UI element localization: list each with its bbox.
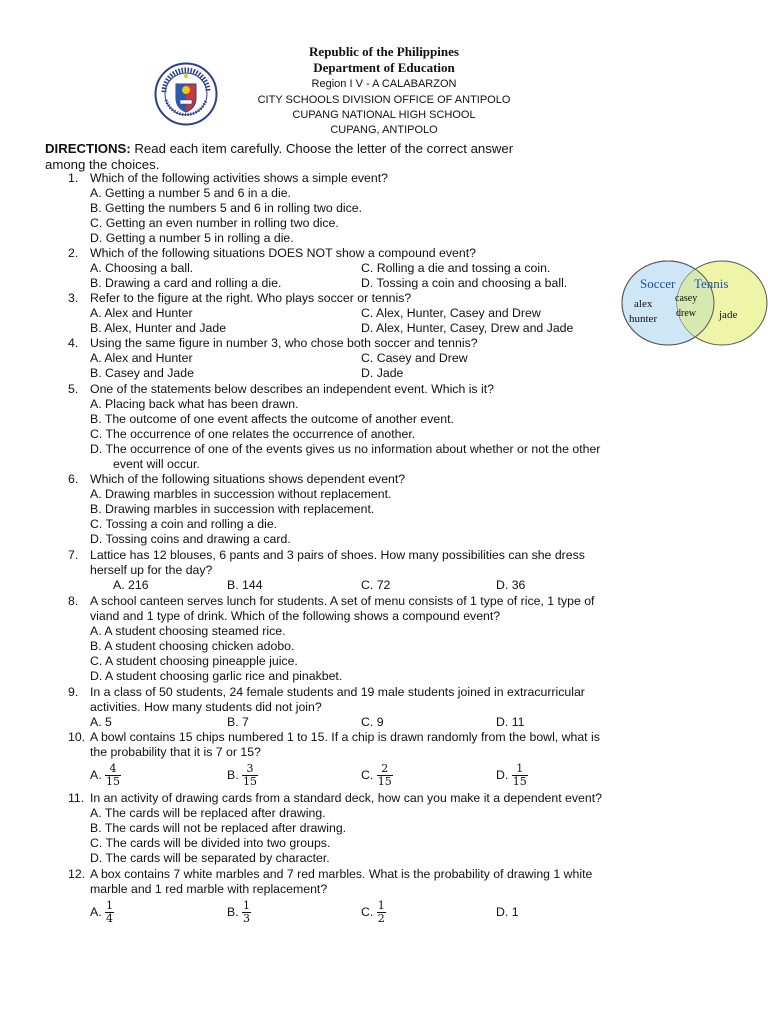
q5-choice-b: B. The outcome of one event affects the outcome of another event. <box>90 412 454 426</box>
q12-number: 12. <box>68 867 86 881</box>
q2-choice-a: A. Choosing a ball. <box>90 261 194 275</box>
q5-choice-c: C. The occurrence of one relates the occurrence of another. <box>90 427 416 441</box>
q8-number: 8. <box>68 594 79 608</box>
directions-text-2: among the choices. <box>45 157 160 172</box>
q2-text: Which of the following situations DOES NOT show a compound event? <box>90 246 476 260</box>
q8-choice-c: C. A student choosing pineapple juice. <box>90 654 298 668</box>
fraction: $\frac{2}{15}$ <box>377 762 392 789</box>
q11-choice-c: C. The cards will be divided into two groups. <box>90 836 331 850</box>
q7-number: 7. <box>68 548 79 562</box>
q9-choice-b: B. 7 <box>227 715 249 729</box>
q6-choice-b: B. Drawing marbles in succession with replacement. <box>90 502 375 516</box>
venn-item-hunter: hunter <box>629 313 658 325</box>
q1-choice-a: A. Getting a number 5 and 6 in a die. <box>90 186 291 200</box>
fraction: $\frac{1}{15}$ <box>512 762 527 789</box>
q11-choice-d: D. The cards will be separated by character. <box>90 851 330 865</box>
q10-choice-d: D. $\frac{1}{15}$ <box>496 762 527 789</box>
q12-choice-b: B. $\frac{1}{3}$ <box>227 899 251 926</box>
q7-choice-a: A. 216 <box>113 578 149 592</box>
q11-choice-b: B. The cards will not be replaced after drawing. <box>90 821 347 835</box>
q5-choice-a: A. Placing back what has been drawn. <box>90 397 299 411</box>
venn-item-drew: drew <box>676 308 696 319</box>
q11-text: In an activity of drawing cards from a standard deck, how can you make it a dependent event? <box>90 791 602 805</box>
q1-text: Which of the following activities shows a simple event? <box>90 171 388 185</box>
q4-text: Using the same figure in number 3, who chose both soccer and tennis? <box>90 336 478 350</box>
q8-choice-b: B. A student choosing chicken adobo. <box>90 639 295 653</box>
q1-choice-b: B. Getting the numbers 5 and 6 in rolling two dice. <box>90 201 363 215</box>
q3-choice-a: A. Alex and Hunter <box>90 306 193 320</box>
header-republic: Republic of the Philippines <box>309 44 459 59</box>
q2-choice-b: B. Drawing a card and rolling a die. <box>90 276 282 290</box>
header-division: CITY SCHOOLS DIVISION OFFICE OF ANTIPOLO <box>257 94 511 106</box>
q9-choice-d: D. 11 <box>496 715 525 729</box>
fraction: $\frac{1}{2}$ <box>377 899 385 926</box>
venn-tennis-label: Tennis <box>694 276 729 291</box>
q6-number: 6. <box>68 472 79 486</box>
q9-text: In a class of 50 students, 24 female students and 19 male students joined in extracurricular <box>90 685 585 699</box>
q10-choice-a: A. $\frac{4}{15}$ <box>90 762 121 789</box>
fraction: $\frac{1}{3}$ <box>243 899 251 926</box>
q12-text: A box contains 7 white marbles and 7 red marbles. What is the probability of drawing 1 white <box>90 867 593 881</box>
q7-choice-d: D. 36 <box>496 578 526 592</box>
header-region: Region I V - A CALABARZON <box>311 78 457 90</box>
q3-text: Refer to the figure at the right. Who plays soccer or tennis? <box>90 291 412 305</box>
q4-choice-d: D. Jade <box>361 366 404 380</box>
directions-text: Read each item carefully. Choose the letter of the correct answer <box>130 141 514 156</box>
q4-choice-b: B. Casey and Jade <box>90 366 194 380</box>
q12-choice-c: C. $\frac{1}{2}$ <box>361 899 385 926</box>
q4-choice-a: A. Alex and Hunter <box>90 351 193 365</box>
q3-choice-c: C. Alex, Hunter, Casey and Drew <box>361 306 541 320</box>
q5-choice-d: D. The occurrence of one of the events gives us no information about whether or not the other <box>90 442 601 456</box>
q9-choice-c: C. 9 <box>361 715 384 729</box>
q8-text-2: viand and 1 type of drink. Which of the following shows a compound event? <box>90 609 501 623</box>
q10-text: A bowl contains 15 chips numbered 1 to 15. If a chip is drawn randomly from the bowl, what is <box>90 730 600 744</box>
q4-number: 4. <box>68 336 79 350</box>
q9-number: 9. <box>68 685 79 699</box>
q12-choice-a: A. $\frac{1}{4}$ <box>90 899 114 926</box>
q3-choice-d: D. Alex, Hunter, Casey, Drew and Jade <box>361 321 574 335</box>
header-department: Department of Education <box>313 60 455 75</box>
q11-choice-a: A. The cards will be replaced after drawing. <box>90 806 326 820</box>
q9-choice-a: A. 5 <box>90 715 112 729</box>
q4-choice-c: C. Casey and Drew <box>361 351 468 365</box>
q10-text-2: the probability that it is 7 or 15? <box>90 745 261 759</box>
header-school: CUPANG NATIONAL HIGH SCHOOL <box>292 109 476 121</box>
q6-choice-c: C. Tossing a coin and rolling a die. <box>90 517 278 531</box>
directions-label: DIRECTIONS: <box>45 141 131 156</box>
venn-diagram <box>620 258 768 348</box>
q9-text-2: activities. How many students did not join? <box>90 700 322 714</box>
q7-text-2: herself up for the day? <box>90 563 213 577</box>
q6-text: Which of the following situations shows dependent event? <box>90 472 406 486</box>
q7-choice-c: C. 72 <box>361 578 391 592</box>
q3-number: 3. <box>68 291 79 305</box>
q1-number: 1. <box>68 171 79 185</box>
q8-choice-a: A. A student choosing steamed rice. <box>90 624 286 638</box>
fraction: $\frac{3}{15}$ <box>243 762 258 789</box>
venn-soccer-label: Soccer <box>640 276 676 291</box>
q6-choice-a: A. Drawing marbles in succession without replacement. <box>90 487 392 501</box>
q12-choice-d: D. 1 <box>496 905 519 919</box>
q7-choice-b: B. 144 <box>227 578 263 592</box>
q6-choice-d: D. Tossing coins and drawing a card. <box>90 532 291 546</box>
fraction: $\frac{1}{4}$ <box>106 899 114 926</box>
q1-choice-c: C. Getting an even number in rolling two dice. <box>90 216 339 230</box>
q8-text: A school canteen serves lunch for students. A set of menu consists of 1 type of rice, 1 type of <box>90 594 595 608</box>
q8-choice-d: D. A student choosing garlic rice and pinakbet. <box>90 669 343 683</box>
q2-number: 2. <box>68 246 79 260</box>
q5-number: 5. <box>68 382 79 396</box>
directions <box>45 141 645 173</box>
q7-text: Lattice has 12 blouses, 6 pants and 3 pairs of shoes. How many possibilities can she dress <box>90 548 585 562</box>
header-location: CUPANG, ANTIPOLO <box>330 124 438 136</box>
q5-text: One of the statements below describes an independent event. Which is it? <box>90 382 494 396</box>
q11-number: 11. <box>68 791 85 805</box>
q10-number: 10. <box>68 730 86 744</box>
venn-item-casey: casey <box>675 293 698 304</box>
q2-choice-d: D. Tossing a coin and choosing a ball. <box>361 276 568 290</box>
q1-choice-d: D. Getting a number 5 in rolling a die. <box>90 231 294 245</box>
q10-choice-b: B. $\frac{3}{15}$ <box>227 762 258 789</box>
q3-choice-b: B. Alex, Hunter and Jade <box>90 321 227 335</box>
q12-text-2: marble and 1 red marble with replacement? <box>90 882 328 896</box>
venn-item-jade: jade <box>719 309 738 321</box>
fraction: $\frac{4}{15}$ <box>106 762 121 789</box>
q10-choice-c: C. $\frac{2}{15}$ <box>361 762 392 789</box>
venn-item-alex: alex <box>634 298 653 310</box>
q5-choice-d-cont: event will occur. <box>113 457 200 471</box>
q2-choice-c: C. Rolling a die and tossing a coin. <box>361 261 551 275</box>
